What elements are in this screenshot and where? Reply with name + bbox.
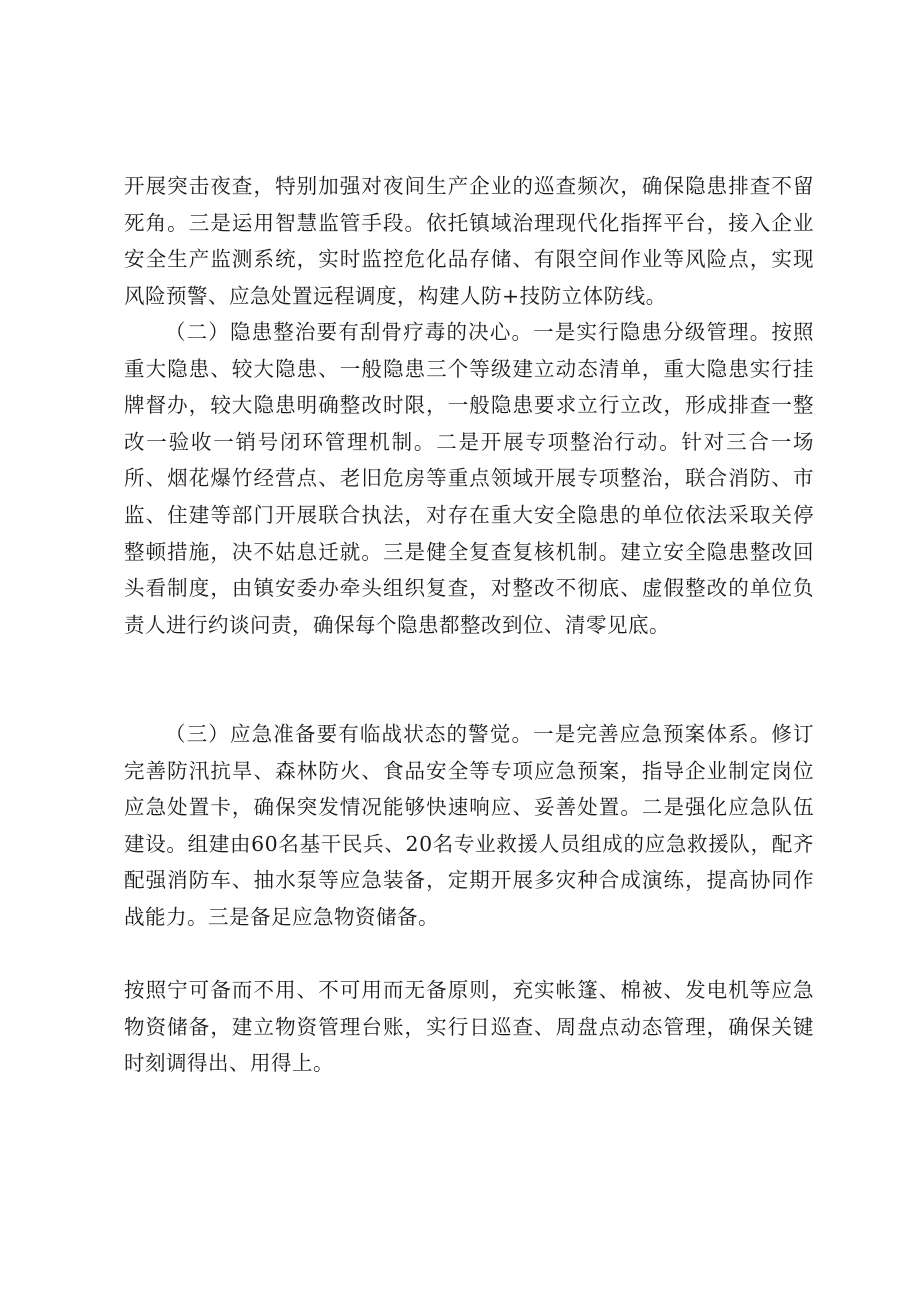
paragraph-text: （二）隐患整治要有刮骨疗毒的决心。一是实行隐患分级管理。按照重大隐患、较大隐患、一般隐患三个等级建立动态清单，重大隐患实行挂牌督办，较大隐患明确整改时限，一般隐患要求立行立改，形成排查一整改一验收一销号闭环管理机制。二是开展专项整治行动。针对三合一场所、烟花爆竹经营点、老旧危房等重点领域开展专项整治，联合消防、市监、住建等部门开展联合执法，对存在重大安全隐患的单位依法采取关停整顿措施，决不姑息迁就。三是健全复查复核机制。建立安全隐患整改回头看制度，由镇安委办牵头组织复查，对整改不彻底、虚假整改的单位负责人进行约谈问责，确保每个隐患都整改到位、清零见底。 bbox=[124, 320, 814, 637]
paragraph-continuation bbox=[124, 168, 814, 314]
paragraph-supplies-reserve bbox=[124, 972, 814, 1082]
paragraph-text: 开展突击夜查，特别加强对夜间生产企业的巡查频次，确保隐患排查不留死角。三是运用智慧监管手段。依托镇域治理现代化指挥平台，接入企业安全生产监测系统，实时监控危化品存储、有限空间作业等风险点，实现风险预警、应急处置远程调度，构建人防+技防立体防线。 bbox=[124, 174, 814, 308]
paragraph-text: （三）应急准备要有临战状态的警觉。一是完善应急预案体系。修订完善防汛抗旱、森林防火、食品安全等专项应急预案，指导企业制定岗位应急处置卡，确保突发情况能够快速响应、妥善处置。二是强化应急队伍建设。组建由60名基干民兵、20名专业救援人员组成的应急救援队，配齐配强消防车、抽水泵等应急装备，定期开展多灾种合成演练，提高协同作战能力。三是备足应急物资储备。 bbox=[124, 722, 814, 929]
paragraph-text: 按照宁可备而不用、不可用而无备原则，充实帐篷、棉被、发电机等应急物资储备，建立物资管理台账，实行日巡查、周盘点动态管理，确保关键时刻调得出、用得上。 bbox=[124, 978, 814, 1076]
paragraph-emergency-preparation bbox=[124, 716, 814, 936]
paragraph-hazard-rectification bbox=[124, 314, 814, 643]
